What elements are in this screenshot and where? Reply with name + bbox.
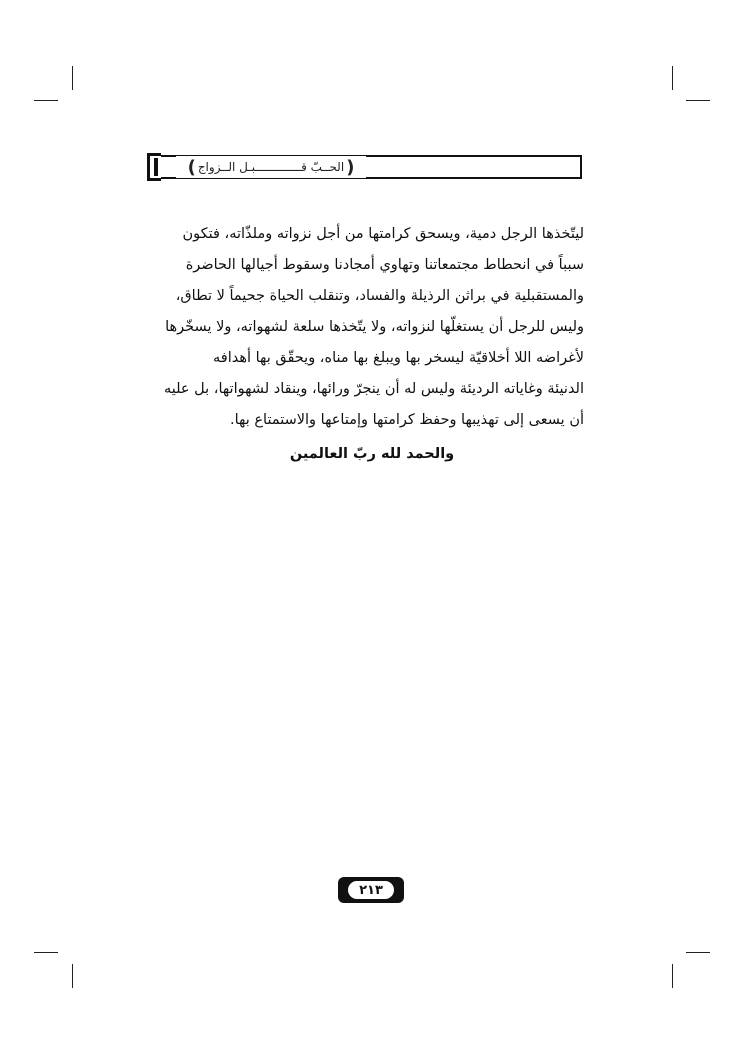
crop-mark-top-left-vertical xyxy=(72,66,73,90)
body-line: سبباً في انحطاط مجتمعاتنا وتهاوي أمجادنا وسقوط أجيالها الحاضرة xyxy=(185,257,584,273)
body-line: لأغراضه اللا أخلاقيّة ليسخر بها ويبلغ بها مناه، ويحقّق بها أهدافه xyxy=(213,350,584,366)
page-number: ٢١٣ xyxy=(348,881,394,899)
header-paren-right: ( xyxy=(346,156,355,178)
crop-mark-bottom-left-horizontal xyxy=(34,952,58,953)
crop-mark-bottom-left-vertical xyxy=(72,964,73,988)
page-number-badge xyxy=(338,877,404,903)
crop-mark-bottom-right-horizontal xyxy=(686,952,710,953)
header-bracket-ornament xyxy=(147,153,161,181)
body-line: والمستقبلية في براثن الرذيلة والفساد، وتنقلب الحياة جحيماً لا تطاق، xyxy=(175,288,584,304)
crop-mark-top-right-horizontal xyxy=(686,100,710,101)
header-paren-left: ) xyxy=(187,156,196,178)
running-header-title: الحــبّ قـــــــــــــبـل الــزواج xyxy=(197,160,345,174)
body-text xyxy=(160,219,584,436)
closing-line: والحمد لله ربّ العالمين xyxy=(289,446,455,462)
body-line: ليتّخذها الرجل دمية، ويسحق كرامتها من أجل نزواته وملذّاته، فتكون xyxy=(182,226,584,242)
body-line: وليس للرجل أن يستغلّها لنزواته، ولا يتّخذها سلعة لشهواته، ولا يسخّرها xyxy=(165,319,584,335)
body-line: الدنيئة وغاياته الرديئة وليس له أن ينجرّ ورائها، وينقاد لشهواتها، بل عليه xyxy=(163,381,584,397)
body-line: أن يسعى إلى تهذيبها وحفظ كرامتها وإمتاعها والاستمتاع بها. xyxy=(230,412,584,428)
crop-mark-top-right-vertical xyxy=(672,66,673,90)
running-header xyxy=(176,156,366,178)
crop-mark-top-left-horizontal xyxy=(34,100,58,101)
crop-mark-bottom-right-vertical xyxy=(672,964,673,988)
